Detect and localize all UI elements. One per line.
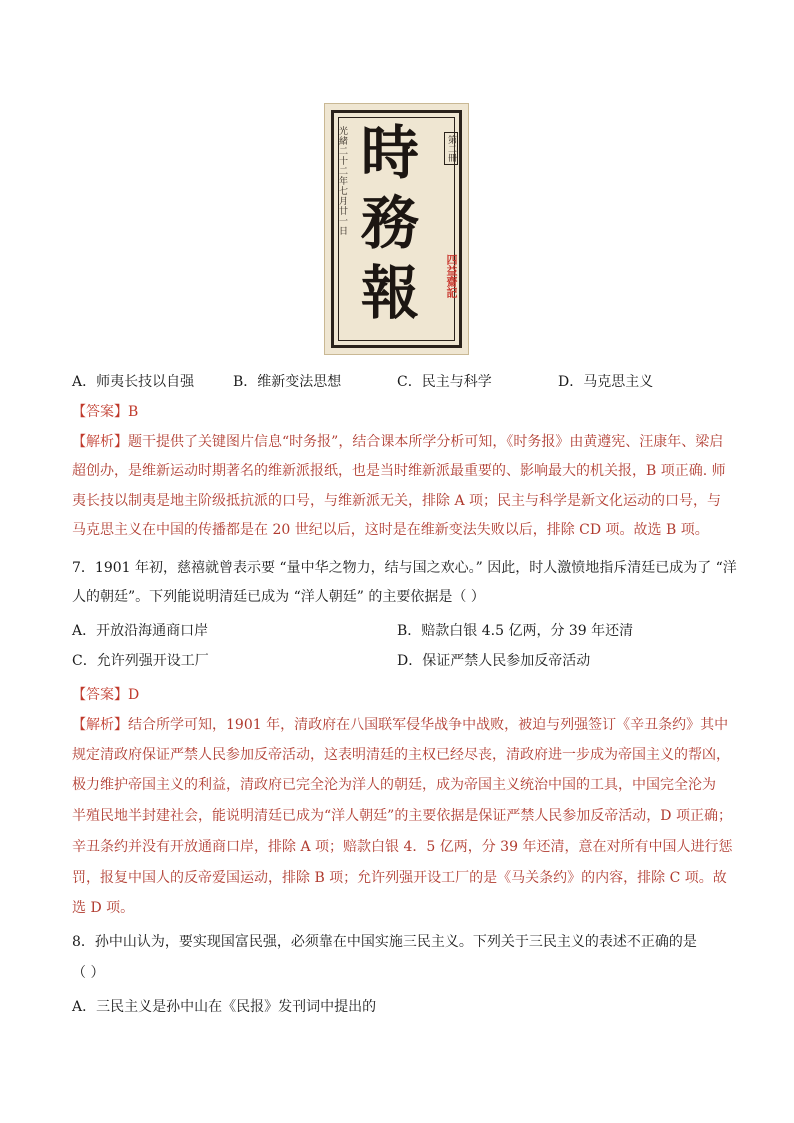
q6-analysis-line-2: 超创办，是维新运动时期著名的维新派报纸，也是当时维新派最重要的、影响最大的机关报，B 项正确. 师 [72,463,726,479]
cover-date: 光緒二十二年七月廿一日 [337,126,347,236]
q8-stem-line-2: （ ） [72,965,105,981]
cover-title-char-2: 務 [360,189,419,257]
analysis-tag: 【解析】 [72,434,128,450]
q8-stem-line-1: 8．孙中山认为，要实现国富民强，必须靠在中国实施三民主义。下列关于三民主义的表述不正确的是 [72,934,697,950]
q7-analysis-line-5: 辛丑条约并没有开放通商口岸，排除 A 项；赔款白银 4．5 亿两，分 39 年还清，意在对所有中国人进行惩 [72,839,733,855]
q7-analysis-line-6: 罚，报复中国人的反帝爱国运动，排除 B 项；允许列强开设工厂的是《马关条约》的内容，排除 C 项。故 [72,870,727,886]
q7-stem-line-2: 人的朝廷”。下列能说明清廷已成为 “洋人朝廷” 的主要依据是（ ） [72,589,485,605]
q6-option-c: C．民主与科学 [397,374,492,390]
q6-answer [72,401,138,423]
cover-title-char-1: 時 [360,119,419,187]
q7-analysis-line-4: 半殖民地半封建社会，能说明清廷已成为“洋人朝廷”的主要依据是保证严禁人民参加反帝活动，D 项正确； [72,808,732,824]
q7-option-a: A．开放沿海通商口岸 [72,623,209,639]
answer-value: B [128,404,139,420]
shiwubao-cover-image [324,103,469,355]
analysis-text: 结合所学可知，1901 年，清政府在八国联军侵华战争中战败，被迫与列强签订《辛丑条约》其中 [128,717,729,733]
q7-answer [72,684,139,706]
q7-analysis-line-1 [72,714,728,736]
q6-option-d: D．马克思主义 [558,374,654,390]
analysis-text: 题干提供了关键图片信息“时务报”，结合课本所学分析可知，《时务报》由黄遵宪、汪康年、梁启 [128,434,724,450]
answer-value: D [128,687,140,703]
analysis-tag: 【解析】 [72,717,128,733]
q7-analysis-line-2: 规定清政府保证严禁人民参加反帝活动，这表明清廷的主权已经尽丧，清政府进一步成为帝国主义的帮凶， [72,747,730,763]
answer-tag: 【答案】 [72,687,128,703]
cover-title-char-3: 報 [360,259,419,327]
answer-tag: 【答案】 [72,404,128,420]
q7-analysis-line-3: 极力维护帝国主义的利益，清政府已完全沦为洋人的朝廷，成为帝国主义统治中国的工具，中国完全沦为 [72,777,716,793]
cover-issue-label: 第二冊 [444,132,458,165]
q6-analysis-line-1 [72,431,723,453]
q8-option-a: A．三民主义是孙中山在《民报》发刊词中提出的 [72,999,377,1015]
q7-option-c: C．允许列强开设工厂 [72,653,209,669]
cover-red-seal: 四益齋記 [445,254,458,298]
q7-analysis-line-7: 选 D 项。 [72,900,135,916]
q7-stem-line-1: 7．1901 年初，慈禧就曾表示要 “量中华之物力，结与国之欢心。” 因此，时人激愤地指斥清廷已成为了 “洋 [72,560,737,576]
q6-analysis-line-4: 马克思主义在中国的传播都是在 20 世纪以后，这时是在维新变法失败以后，排除 CD 项。故选 B 项。 [72,522,709,538]
q6-option-b: B．维新变法思想 [233,374,342,390]
q6-option-a: A．师夷长技以自强 [72,374,195,390]
q7-option-b: B．赔款白银 4.5 亿两，分 39 年还清 [397,623,634,639]
q7-option-d: D．保证严禁人民参加反帝活动 [397,653,591,669]
q6-analysis-line-3: 夷长技以制夷是地主阶级抵抗派的口号，与维新派无关，排除 A 项；民主与科学是新文化运动的口号，与 [72,493,722,509]
